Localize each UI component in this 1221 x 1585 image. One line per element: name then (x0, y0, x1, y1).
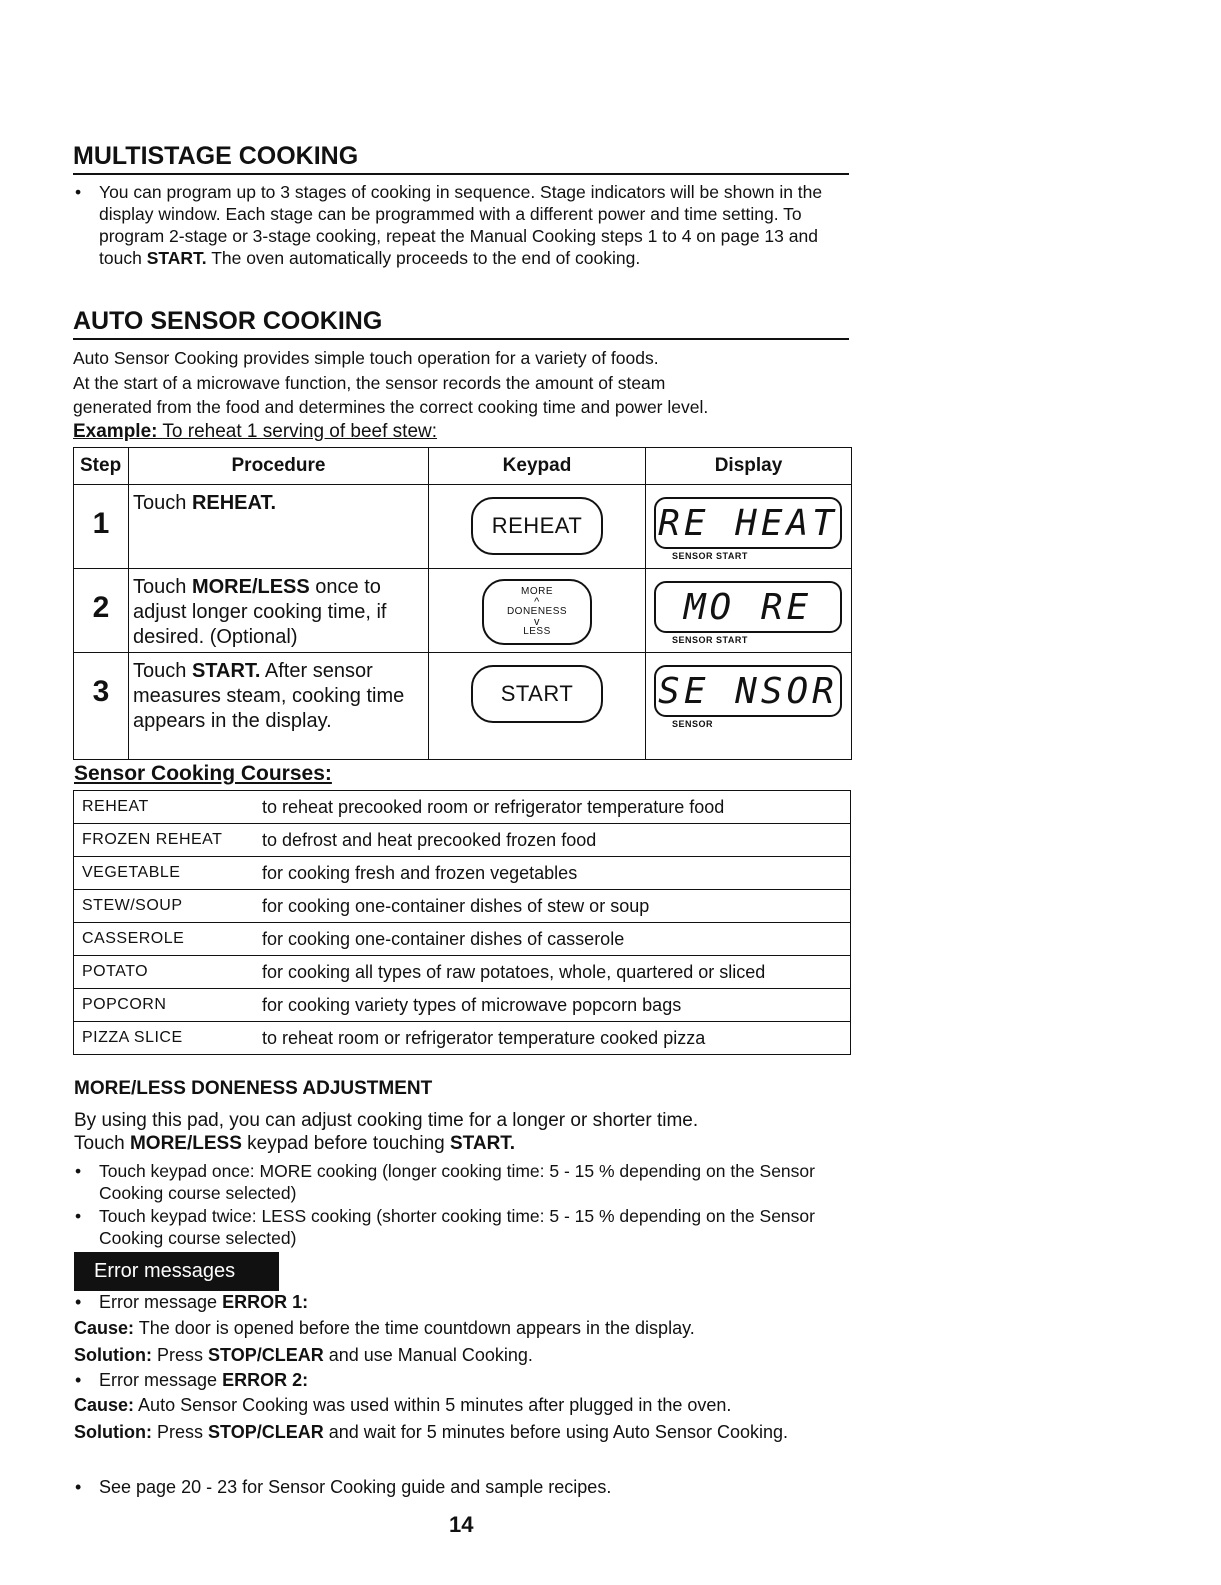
solution-label: Solution: (74, 1345, 152, 1365)
solution-rest: and wait for 5 minutes before using Auto Sensor Cooking. (328, 1422, 789, 1442)
auto-sensor-intro-2: At the start of a microwave function, the sensor records the amount of steam (73, 373, 666, 393)
solution-pre: Press (157, 1345, 204, 1365)
auto-sensor-intro-1: Auto Sensor Cooking provides simple touch operation for a variety of foods. (73, 348, 659, 368)
multistage-rule (73, 173, 849, 175)
reheat-keypad-button[interactable]: REHEAT (471, 497, 603, 555)
course-row (74, 824, 851, 857)
error-2-solution (74, 1421, 834, 1444)
see-page-text: See page 20 - 23 for Sensor Cooking guide and sample recipes. (99, 1477, 612, 1497)
course-name: PIZZA SLICE (74, 1022, 263, 1055)
bullet-text: Touch keypad twice: LESS cooking (shorter cooking time: 5 - 15 % depending on the Sensor Cooking course selected) (99, 1206, 815, 1248)
course-description: to reheat room or refrigerator temperature cooked pizza (262, 1022, 851, 1055)
example-text: To reheat 1 serving of beef stew: (162, 421, 438, 442)
step-procedure (129, 569, 429, 653)
doneness-title: MORE/LESS DONENESS ADJUSTMENT (74, 1078, 433, 1099)
courses-title: Sensor Cooking Courses: (74, 762, 332, 785)
example-label: Example: (73, 421, 158, 442)
course-description: for cooking variety types of microwave popcorn bags (262, 989, 851, 1022)
step-keypad (429, 485, 646, 569)
doneness-line-2 (74, 1132, 515, 1155)
cause-text: The door is opened before the time countdown appears in the display. (138, 1318, 695, 1338)
steps-header-row (74, 448, 852, 485)
proc-bold: REHEAT. (191, 492, 277, 514)
step-row-3 (74, 653, 852, 760)
step-number: 1 (74, 485, 129, 569)
header-display: Display (646, 448, 852, 485)
error-pre: Error message (99, 1370, 218, 1390)
doneness-bullet-1 (75, 1160, 839, 1204)
more-less-keypad-button[interactable] (482, 579, 592, 645)
proc-bold: START. (191, 660, 261, 682)
display-indicators: SENSOR (672, 719, 714, 729)
bullet-dot: • (75, 1370, 82, 1390)
course-name: REHEAT (74, 791, 263, 824)
cause-label: Cause: (74, 1318, 135, 1338)
step-number: 3 (74, 653, 129, 760)
solution-label: Solution: (74, 1422, 152, 1442)
course-row (74, 923, 851, 956)
doneness-bullet-2 (75, 1205, 839, 1249)
steps-table (73, 447, 852, 760)
line2-mid: keypad before touching (247, 1133, 445, 1154)
course-name: FROZEN REHEAT (74, 824, 263, 857)
error-messages-badge: Error messages (74, 1252, 279, 1291)
course-description: to defrost and heat precooked frozen food (262, 824, 851, 857)
multistage-title: MULTISTAGE COOKING (73, 142, 359, 170)
page-number: 14 (449, 1512, 474, 1537)
bullet-dot: • (75, 182, 82, 202)
display-indicators: SENSOR START (672, 635, 748, 645)
multistage-end: The oven automatically proceeds to the end of cooking. (211, 248, 641, 268)
header-step: Step (74, 448, 129, 485)
step-keypad (429, 569, 646, 653)
step-row-2 (74, 569, 852, 653)
doneness-line-1: By using this pad, you can adjust cooking time for a longer or shorter time. (74, 1110, 699, 1131)
course-row (74, 956, 851, 989)
course-name: STEW/SOUP (74, 890, 263, 923)
less-label: LESS (523, 626, 551, 637)
auto-sensor-rule (73, 338, 849, 340)
course-name: CASSEROLE (74, 923, 263, 956)
courses-table (73, 790, 851, 1055)
step-procedure (129, 485, 429, 569)
cause-text: Auto Sensor Cooking was used within 5 minutes after plugged in the oven. (138, 1395, 732, 1415)
bullet-dot: • (75, 1206, 82, 1226)
auto-sensor-title: AUTO SENSOR COOKING (73, 307, 383, 335)
proc-rest: After sensor measures steam, cooking time appears in the display. (133, 660, 405, 732)
line2-bold: MORE/LESS (129, 1133, 242, 1154)
multistage-text: You can program up to 3 stages of cooking in sequence. Stage indicators will be shown in the display window. Each stage can be programmed with a different power and time setting. To program 2-stage or 3-stage cooking, repeat the Manual Cooking steps 1 to 4 on page 13 and touch (99, 182, 823, 268)
solution-pre: Press (157, 1422, 204, 1442)
error-code: ERROR 2: (222, 1370, 309, 1390)
proc-pre: Touch (133, 492, 187, 514)
lcd-display: RE HEAT (654, 497, 842, 549)
lcd-display: MO RE (654, 581, 842, 633)
course-row (74, 857, 851, 890)
start-keypad-button[interactable]: START (471, 665, 603, 723)
error-1-solution (74, 1344, 533, 1367)
solution-rest: and use Manual Cooking. (328, 1345, 533, 1365)
header-procedure: Procedure (129, 448, 429, 485)
proc-pre: Touch (133, 660, 187, 682)
course-description: for cooking fresh and frozen vegetables (262, 857, 851, 890)
error-pre: Error message (99, 1292, 218, 1312)
course-description: to reheat precooked room or refrigerator temperature food (262, 791, 851, 824)
step-display (646, 653, 852, 760)
error-1-line (75, 1291, 309, 1313)
caret-down-icon: v (534, 616, 540, 628)
multistage-start: START. (146, 248, 207, 268)
more-label: MORE (521, 586, 553, 597)
error-1-cause (74, 1317, 695, 1340)
bullet-dot: • (75, 1161, 82, 1181)
multistage-bullet (75, 181, 839, 269)
caret-up-icon: ^ (534, 596, 540, 608)
display-indicators: SENSOR START (672, 551, 748, 561)
line2-bold2: START. (450, 1133, 516, 1154)
error-code: ERROR 1: (222, 1292, 309, 1312)
bullet-text: Touch keypad once: MORE cooking (longer cooking time: 5 - 15 % depending on the Sensor Cooking course selected) (99, 1161, 815, 1203)
bullet-dot: • (75, 1292, 82, 1312)
course-row (74, 791, 851, 824)
course-name: POPCORN (74, 989, 263, 1022)
course-row (74, 890, 851, 923)
header-keypad: Keypad (429, 448, 646, 485)
step-procedure (129, 653, 429, 760)
error-2-cause (74, 1394, 731, 1417)
bullet-dot: • (75, 1477, 82, 1497)
course-row (74, 1022, 851, 1055)
doneness-label: DONENESS (506, 606, 568, 617)
step-number: 2 (74, 569, 129, 653)
error-2-line (75, 1369, 309, 1391)
course-description: for cooking one-container dishes of casserole (262, 923, 851, 956)
see-page-line (75, 1476, 612, 1498)
solution-bold: STOP/CLEAR (208, 1345, 324, 1365)
proc-rest: once to adjust longer cooking time, if desired. (Optional) (133, 576, 387, 648)
proc-bold: MORE/LESS (191, 576, 310, 598)
example-line (73, 420, 437, 443)
step-row-1 (74, 485, 852, 569)
solution-bold: STOP/CLEAR (208, 1422, 324, 1442)
auto-sensor-intro-3: generated from the food and determines the correct cooking time and power level. (73, 397, 709, 417)
proc-pre: Touch (133, 576, 187, 598)
course-name: VEGETABLE (74, 857, 263, 890)
step-display (646, 569, 852, 653)
course-description: for cooking one-container dishes of stew or soup (262, 890, 851, 923)
course-description: for cooking all types of raw potatoes, whole, quartered or sliced (262, 956, 851, 989)
step-keypad (429, 653, 646, 760)
cause-label: Cause: (74, 1395, 135, 1415)
lcd-display: SE NSOR (654, 665, 842, 717)
course-name: POTATO (74, 956, 263, 989)
step-display (646, 485, 852, 569)
line2-pre: Touch (74, 1133, 125, 1154)
course-row (74, 989, 851, 1022)
